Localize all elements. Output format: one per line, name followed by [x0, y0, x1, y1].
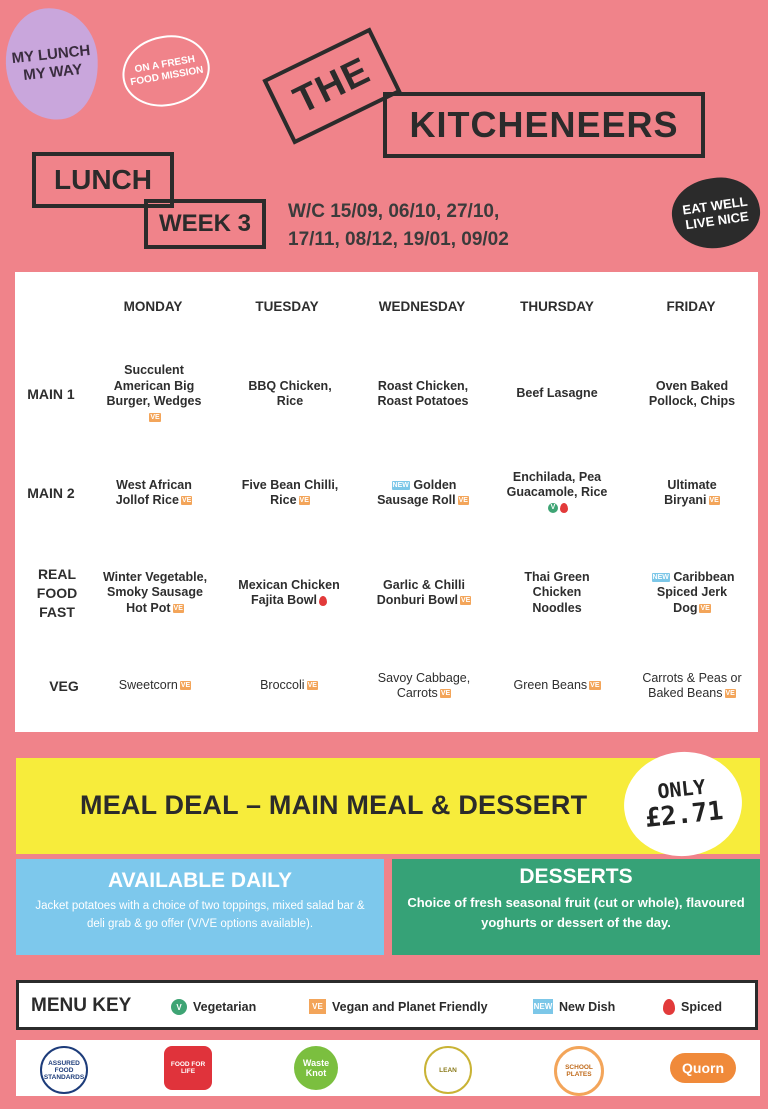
menu-cell: [101, 356, 207, 432]
menu-cell: [373, 458, 473, 528]
vegetarian-icon: V: [548, 503, 558, 513]
vegan-icon: VE: [299, 497, 309, 505]
week-commencing-dates: [288, 198, 588, 254]
key-new-dish-label: New Dish: [559, 999, 616, 1014]
desserts-title: DESSERTS: [519, 865, 633, 888]
food-for-life-text: FOOD FOR LIFE: [170, 1061, 206, 1075]
week-title-text: WEEK 3: [158, 210, 251, 237]
brand-the-text: THE: [287, 49, 377, 122]
vegetarian-icon: V: [171, 999, 187, 1015]
day-header-monday: MONDAY: [123, 299, 183, 315]
key-spiced: [663, 999, 722, 1015]
brand-name: [383, 92, 705, 158]
menu-cell: Thai Green Chicken Noodles: [524, 569, 590, 615]
school-plates-logo: [554, 1046, 604, 1096]
menu-cell: Beef Lasagne: [516, 386, 598, 401]
dish-text: Succulent American Big Burger, Wedges: [106, 363, 202, 408]
menu-cell: [237, 558, 341, 628]
waste-knot-text: Waste Knot: [302, 1058, 330, 1078]
vegan-icon: VE: [173, 604, 183, 612]
dish-text: West African Jollof Rice: [115, 477, 192, 507]
brand-name-text: KITCHENEERS: [409, 104, 679, 145]
vegan-icon: VE: [709, 497, 719, 505]
day-header-wednesday: WEDNESDAY: [378, 299, 466, 315]
key-new-dish: [533, 999, 615, 1014]
desserts-panel: [392, 859, 760, 955]
menu-cell: [369, 660, 479, 712]
desserts-text: Choice of fresh seasonal fruit (cut or whole), flavoured yoghurts or dessert of the day.: [407, 895, 745, 930]
menu-cell: [239, 458, 341, 528]
menu-cell: Oven Baked Pollock, Chips: [648, 378, 736, 408]
vegan-icon: VE: [307, 682, 317, 690]
vegan-icon: VE: [460, 597, 471, 605]
chili-icon: [319, 596, 327, 606]
menu-key-title: MENU KEY: [31, 995, 132, 1016]
dish-text: Garlic & Chilli Donburi Bowl: [376, 577, 465, 607]
badge-right-text: EAT WELL LIVE NICE: [681, 193, 750, 233]
menu-key: [16, 980, 758, 1030]
dish-text: Green Beans: [513, 678, 588, 693]
new-dish-icon: NEW: [392, 481, 409, 489]
red-tractor-text: ASSURED FOOD STANDARDS: [43, 1059, 85, 1081]
key-vegan-label: Vegan and Planet Friendly: [332, 999, 488, 1014]
row-label-veg: VEG: [49, 677, 79, 694]
meal-deal-text: MEAL DEAL – MAIN MEAL & DESSERT: [80, 790, 588, 820]
key-vegetarian-label: Vegetarian: [193, 1000, 257, 1014]
day-header-thursday: THURSDAY: [520, 299, 594, 315]
vegan-icon: VE: [309, 999, 326, 1014]
meal-title-text: LUNCH: [54, 164, 152, 195]
menu-cell: Roast Chicken, Roast Potatoes: [377, 378, 469, 408]
dish-text: Broccoli: [260, 678, 305, 693]
new-dish-icon: NEW: [533, 999, 553, 1014]
menu-cell: [101, 666, 209, 706]
menu-cell: [373, 558, 475, 628]
vegan-icon: VE: [180, 682, 191, 690]
row-label-main-2: MAIN 2: [27, 484, 75, 501]
vegan-icon: VE: [590, 682, 600, 690]
dish-text: Sweetcorn: [118, 678, 178, 693]
vegan-icon: VE: [181, 497, 192, 505]
quorn-text: Quorn: [682, 1060, 724, 1076]
brand-the: [262, 27, 401, 144]
vegan-icon: VE: [700, 604, 710, 612]
dish-text: Five Bean Chilli, Rice: [241, 477, 339, 507]
dish-text: Winter Vegetable, Smoky Sausage Hot Pot: [102, 569, 208, 615]
key-vegetarian: [171, 999, 256, 1015]
dish-text: Caribbean Spiced Jerk Dog: [656, 569, 735, 615]
waste-knot-logo: [294, 1046, 338, 1090]
dates-line-2: 17/11, 08/12, 19/01, 09/02: [288, 229, 509, 250]
key-spiced-label: Spiced: [681, 1000, 722, 1014]
food-for-life-logo: [164, 1046, 212, 1090]
row-label-real-food-fast: REAL FOOD FAST: [36, 565, 78, 620]
dates-line-1: W/C 15/09, 06/10, 27/10,: [288, 201, 500, 222]
dish-text: Enchilada, Pea Guacamole, Rice: [506, 469, 608, 500]
badge-left-text: MY LUNCH MY WAY: [10, 41, 92, 85]
quorn-logo: [670, 1053, 736, 1083]
available-daily-panel: [16, 859, 384, 955]
vegan-icon: VE: [440, 690, 451, 698]
badge-mission-text: ON A FRESH FOOD MISSION: [129, 53, 205, 89]
menu-cell: [237, 666, 341, 706]
menu-cell: [101, 458, 207, 528]
eat-well-live-nice-badge: [668, 172, 765, 254]
menu-cell: [503, 666, 611, 706]
menu-cell: [503, 458, 611, 528]
day-header-friday: FRIDAY: [666, 299, 716, 315]
day-header-tuesday: TUESDAY: [255, 299, 319, 315]
vegan-icon: VE: [725, 690, 735, 698]
menu-cell: [649, 558, 735, 628]
price-amount: £2.71: [643, 795, 725, 834]
school-plates-text: SCHOOL PLATES: [565, 1064, 593, 1078]
price-only-text: ONLY: [656, 774, 707, 804]
menu-cell: [635, 660, 749, 712]
dish-text: Ultimate Biryani: [664, 477, 717, 507]
new-dish-icon: NEW: [652, 573, 669, 581]
menu-table: [15, 272, 758, 732]
dish-text: Mexican Chicken Fajita Bowl: [238, 577, 340, 607]
key-vegan: [309, 999, 488, 1014]
accreditation-logos: [16, 1040, 760, 1096]
available-daily-title: AVAILABLE DAILY: [108, 869, 292, 892]
dish-text: Savoy Cabbage, Carrots: [377, 670, 471, 700]
fresh-food-mission-badge: [117, 29, 216, 113]
dish-text: Golden Sausage Roll: [377, 477, 457, 507]
vegan-icon: VE: [150, 413, 160, 421]
menu-cell: [651, 458, 733, 528]
row-label-main-1: MAIN 1: [27, 385, 75, 402]
my-lunch-my-way-badge: [0, 3, 103, 124]
menu-cell: [99, 558, 211, 628]
lean-logo: [424, 1046, 472, 1094]
red-tractor-logo: [40, 1046, 88, 1094]
week-title: [144, 199, 266, 249]
lean-text: LEAN: [439, 1066, 457, 1074]
chili-icon: [560, 503, 568, 513]
dish-text: Carrots & Peas or Baked Beans: [642, 670, 742, 700]
available-daily-text: Jacket potatoes with a choice of two toppings, mixed salad bar & deli grab & go offer (V/VE options available).: [35, 900, 365, 930]
menu-cell: BBQ Chicken, Rice: [248, 378, 332, 408]
chili-icon: [663, 999, 675, 1015]
vegan-icon: VE: [458, 497, 468, 505]
